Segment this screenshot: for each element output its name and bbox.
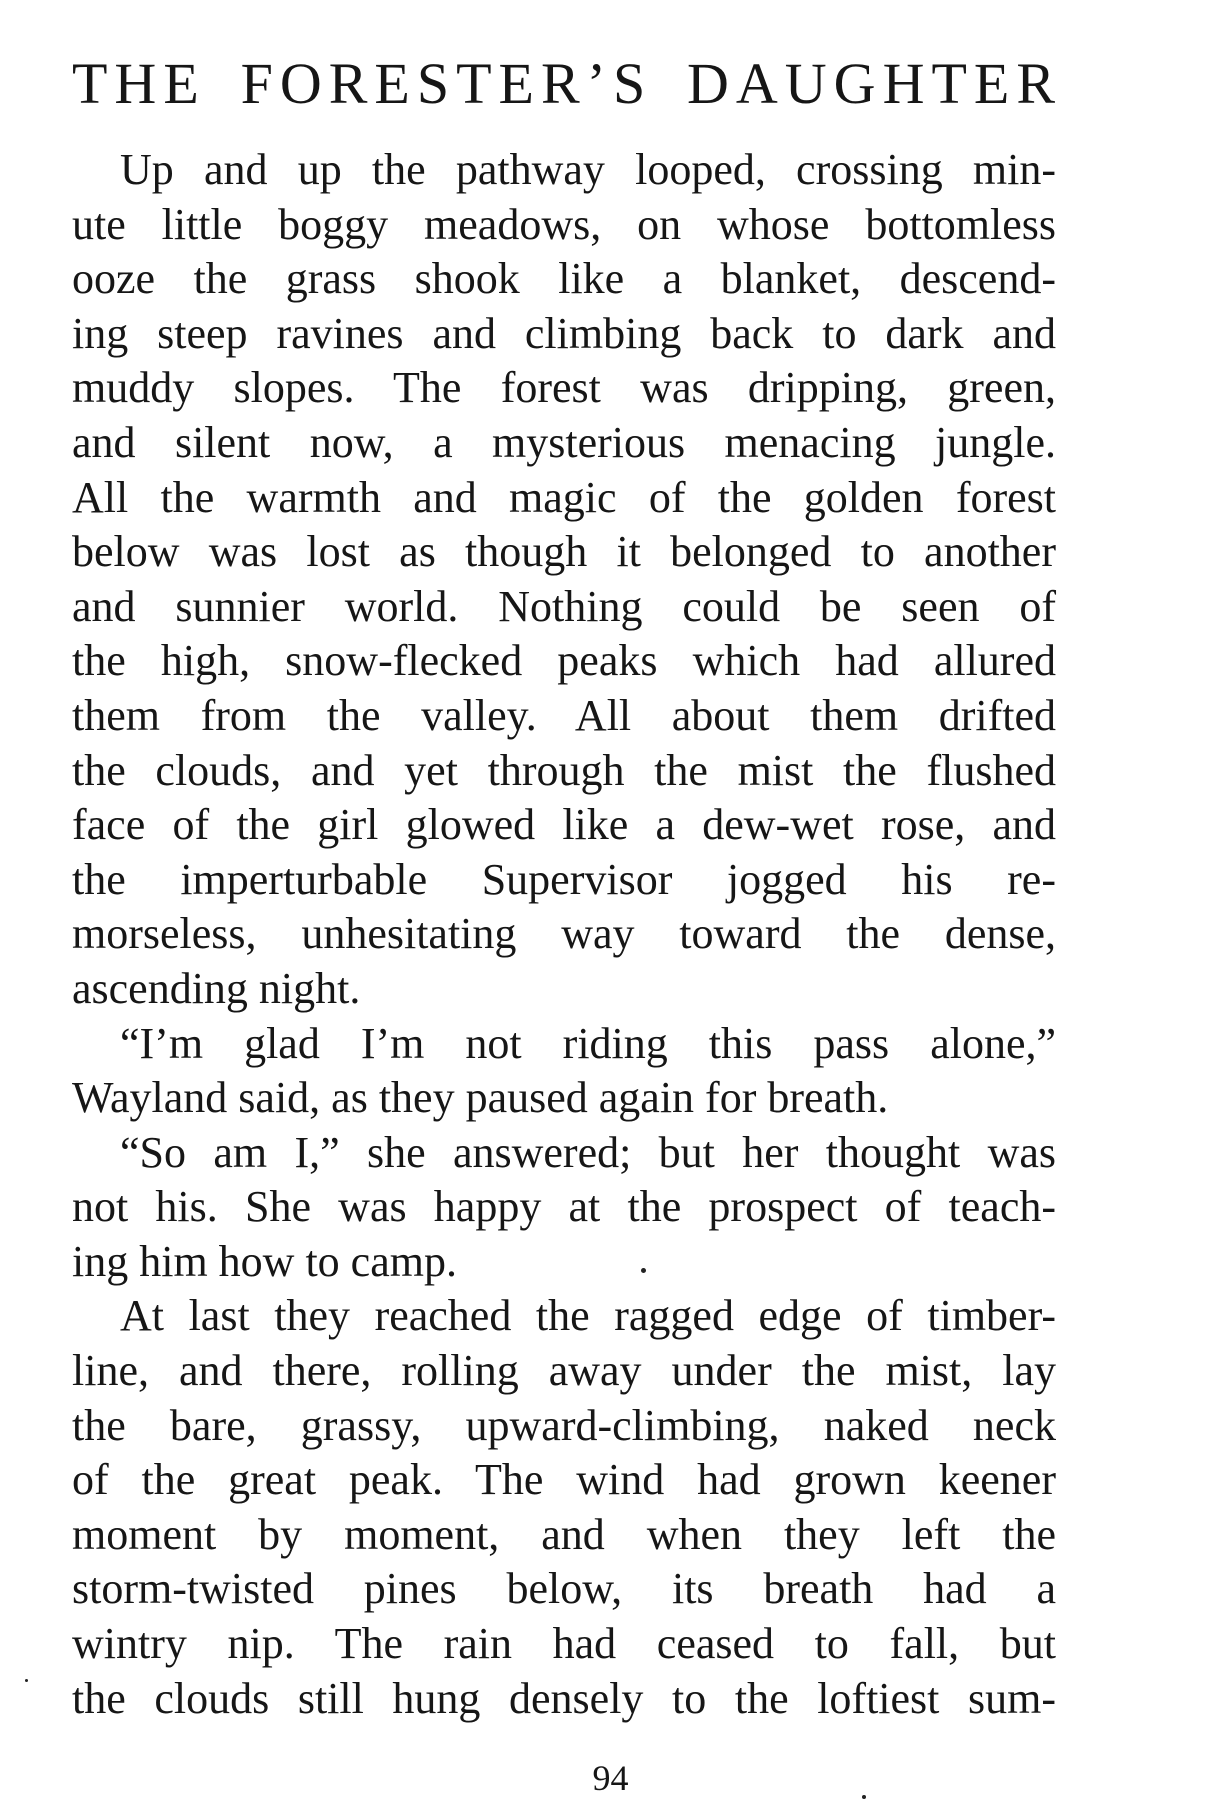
- text-line: Up and up the pathway looped, crossing min-: [120, 145, 1056, 194]
- text-line: ute little boggy meadows, on whose bottomless: [72, 199, 1056, 249]
- running-head: THE FORESTER’S DAUGHTER: [72, 51, 1062, 116]
- text-line: the clouds still hung densely to the loftiest sum-: [72, 1673, 1056, 1723]
- text-line: wintry nip. The rain had ceased to fall, but: [72, 1619, 1056, 1669]
- text-line: face of the girl glowed like a dew-wet rose, and: [72, 800, 1056, 850]
- text-line: “I’m glad I’m not riding this pass alone,”: [120, 1018, 1056, 1068]
- text-line: ascending night.: [72, 963, 361, 1013]
- text-line: muddy slopes. The forest was dripping, green,: [72, 363, 1056, 413]
- text-line: the clouds, and yet through the mist the flushed: [72, 745, 1056, 795]
- text-line: “So am I,” she answered; but her thought was: [120, 1127, 1056, 1177]
- text-line: and sunnier world. Nothing could be seen of: [72, 581, 1056, 631]
- body-text: [72, 143, 1056, 1726]
- ink-speck: [862, 1795, 866, 1799]
- text-line: ooze the grass shook like a blanket, descend-: [72, 254, 1056, 304]
- text-line: the imperturbable Supervisor jogged his re-: [72, 854, 1056, 904]
- text-line: All the warmth and magic of the golden forest: [72, 472, 1056, 522]
- text-line: line, and there, rolling away under the mist, lay: [72, 1346, 1056, 1396]
- text-line: morseless, unhesitating way toward the dense,: [72, 909, 1056, 959]
- text-line: the high, snow-flecked peaks which had allured: [72, 636, 1056, 686]
- text-line: of the great peak. The wind had grown keener: [72, 1455, 1056, 1505]
- text-line: moment by moment, and when they left the: [72, 1509, 1056, 1559]
- text-line: below was lost as though it belonged to another: [72, 527, 1056, 577]
- text-line: ing him how to camp.: [72, 1236, 457, 1286]
- page-number: 94: [592, 1758, 629, 1798]
- text-line: storm-twisted pines below, its breath had a: [72, 1564, 1056, 1614]
- text-line: Wayland said, as they paused again for breath.: [72, 1073, 889, 1123]
- text-line: and silent now, a mysterious menacing jungle.: [72, 417, 1056, 467]
- text-line: ing steep ravines and climbing back to dark and: [72, 308, 1056, 358]
- text-line: At last they reached the ragged edge of timber-: [120, 1291, 1056, 1341]
- ink-speck: [641, 1268, 646, 1273]
- text-line: the bare, grassy, upward-climbing, naked neck: [72, 1400, 1056, 1450]
- text-line: them from the valley. All about them drifted: [72, 690, 1056, 740]
- text-line: not his. She was happy at the prospect of teach-: [72, 1182, 1056, 1232]
- ink-speck: [25, 1679, 28, 1682]
